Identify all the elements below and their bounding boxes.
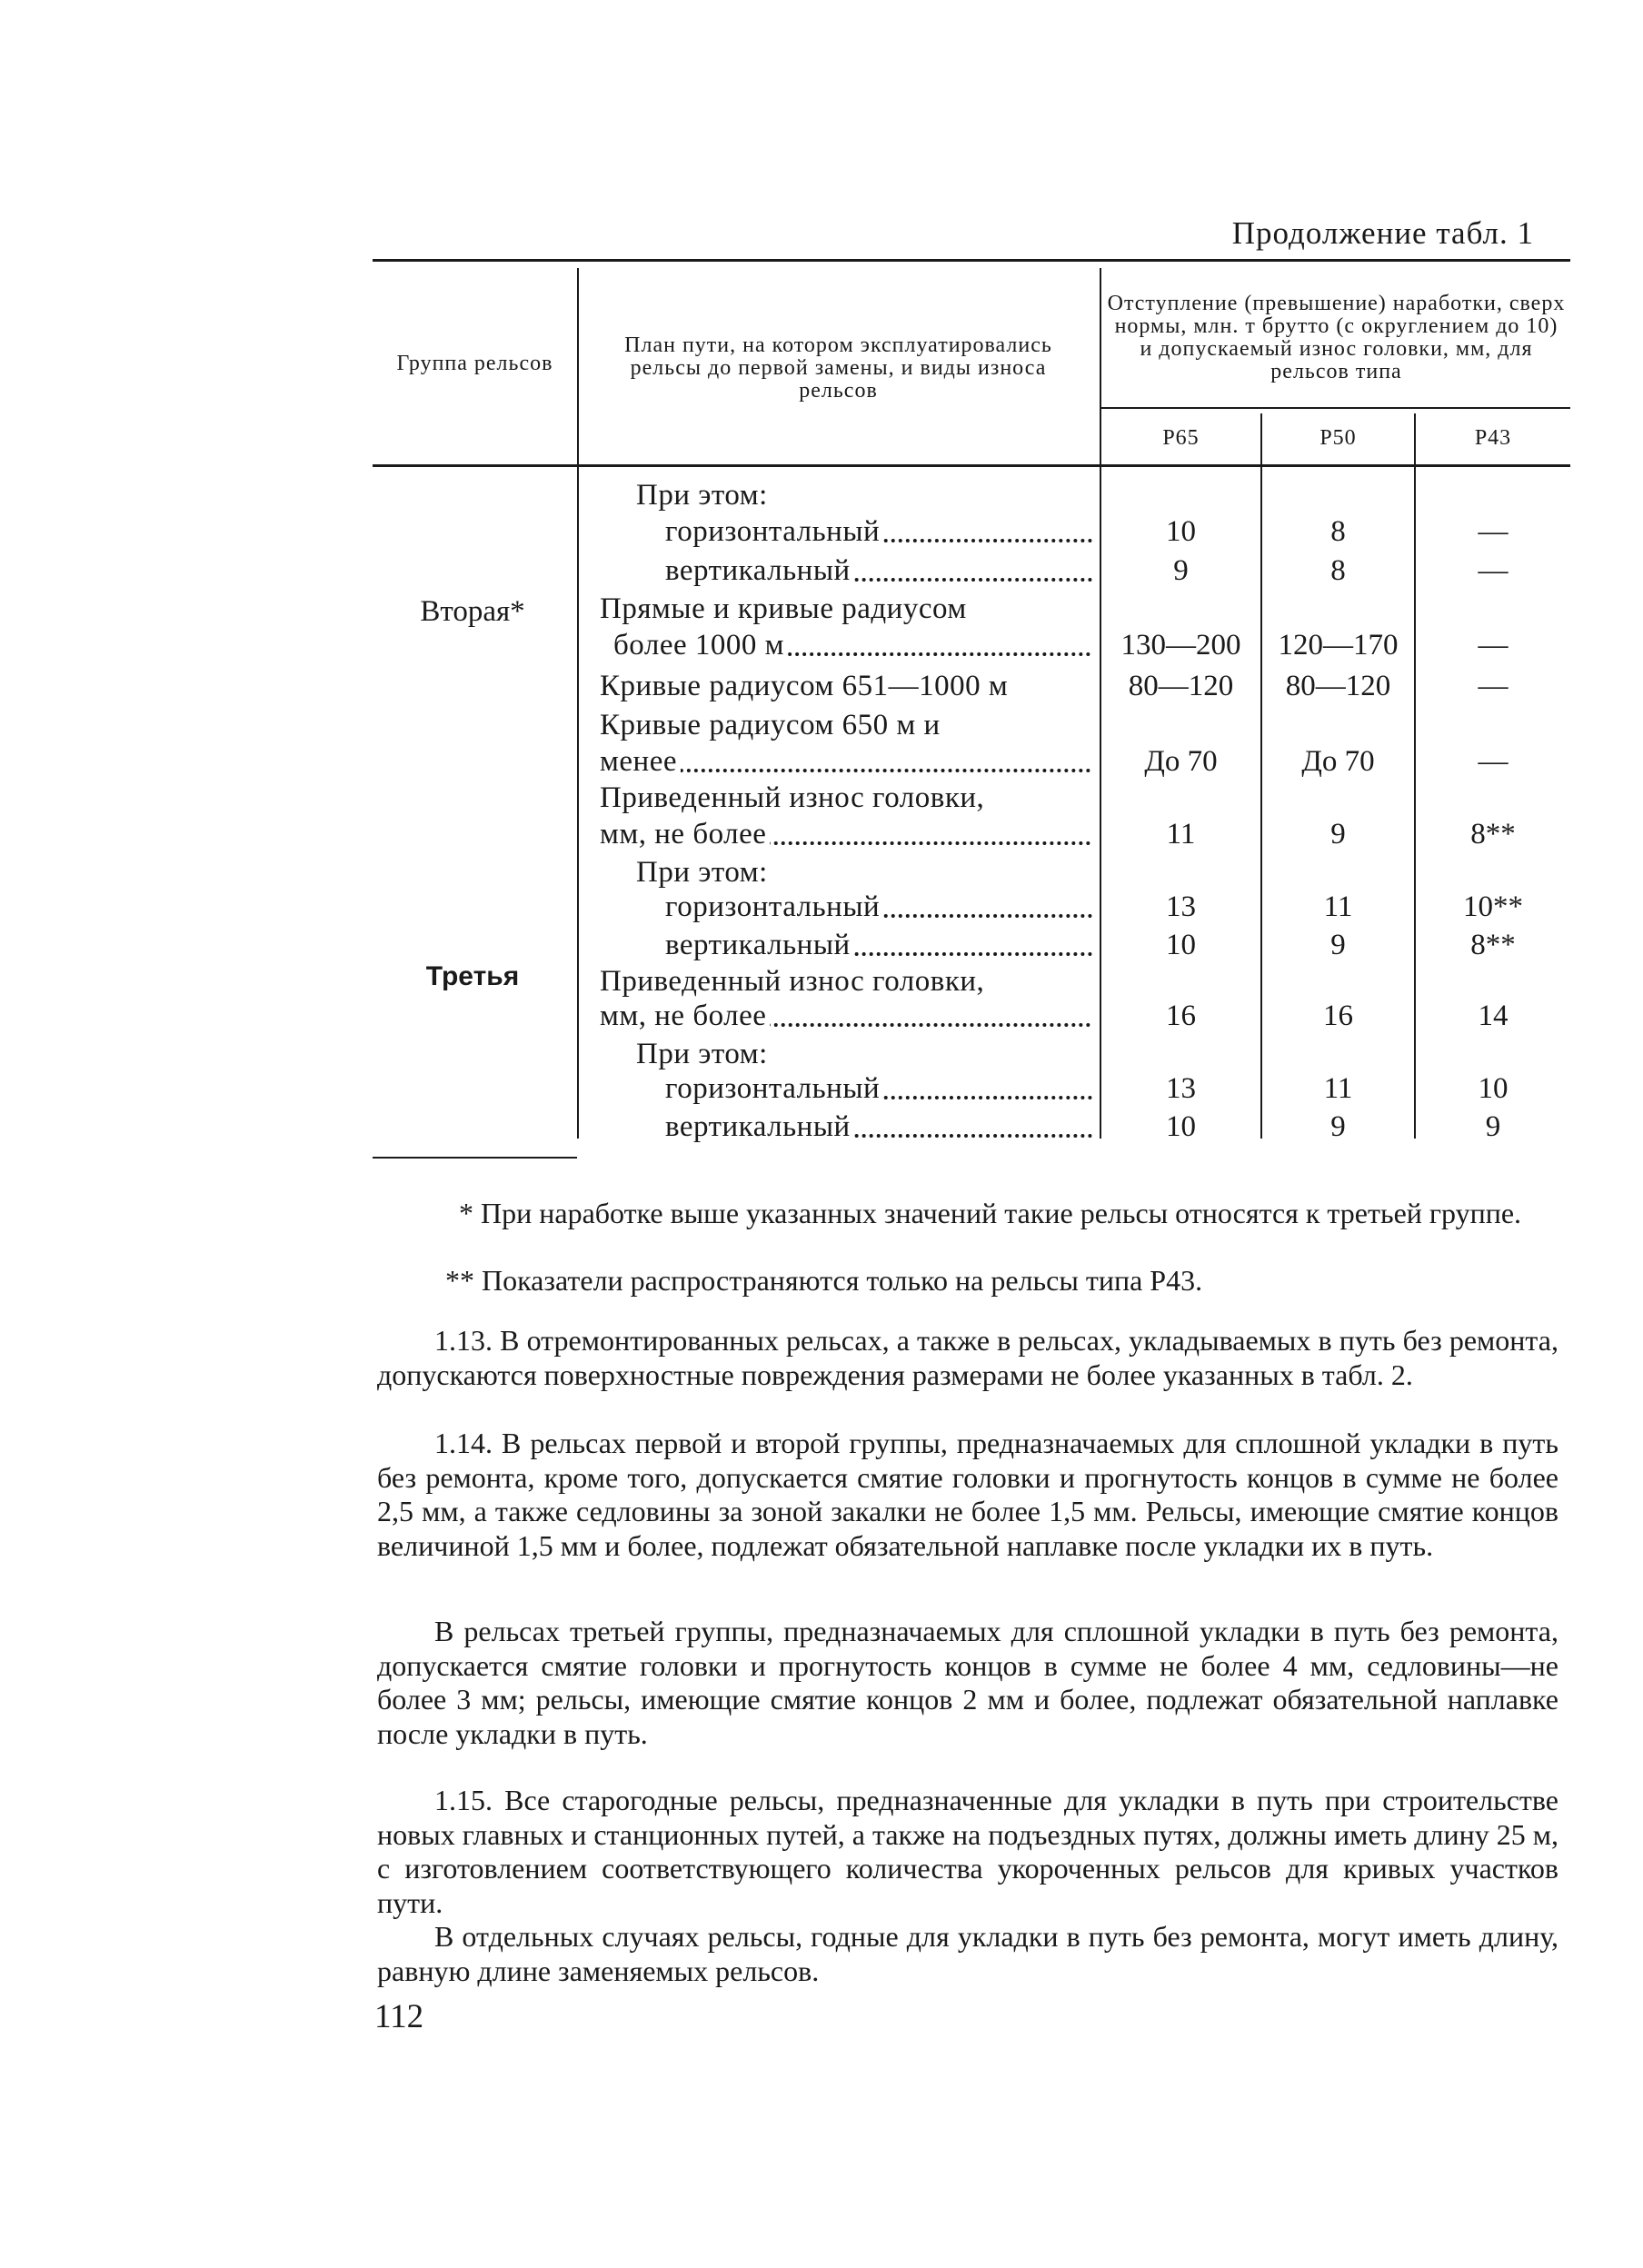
row-label: вертикальный (665, 927, 1092, 963)
table-bottom-rule (373, 1157, 577, 1159)
header-type-r43: Р43 (1474, 426, 1512, 450)
cell-value: 10 (1166, 929, 1196, 961)
row-label: Приведенный износ головки, (600, 780, 1095, 816)
types-rule (1100, 407, 1570, 409)
cell-value: — (1478, 554, 1509, 587)
row-label: горизонтальный (665, 1070, 1092, 1107)
row-label: При этом: (636, 1036, 1090, 1072)
paragraph: В рельсах третьей группы, предназначаемых для сплошной укладки в путь без ремонта, допускается смятие головки и прогнутость концов в сумме не более 4 мм, седловины—не более 3 мм; рельсы, имеющие смятие концов 2 мм и более, подлежат обязательной наплавке после укладки в путь. (377, 1615, 1558, 1750)
table-top-rule (373, 259, 1570, 262)
cell-value: 8** (1470, 929, 1516, 961)
row-label: Кривые радиусом 650 м и (600, 707, 1090, 743)
group-label: Вторая* (420, 595, 525, 628)
cell-value: 11 (1166, 818, 1196, 850)
cell-value: 11 (1323, 1072, 1353, 1105)
cell-value: 80—120 (1285, 670, 1391, 702)
col-rule-1 (577, 268, 579, 1139)
cell-value: 10 (1166, 1110, 1196, 1143)
header-wear: Отступление (превышение) наработки, сверх нормы, млн. т брутто (с округлением до 10) и допускаемый износ головки, мм, для рельсов типа (1107, 292, 1566, 383)
header-group: Группа рельсов (396, 351, 553, 375)
wear-table (373, 259, 1570, 1159)
row-label: вертикальный (665, 552, 1092, 589)
header-plan: План пути, на котором эксплуатировались рельсы до первой замены, и виды износа рельсов (624, 333, 1052, 403)
header-type-r65: Р65 (1162, 426, 1200, 450)
cell-value: 14 (1478, 1000, 1509, 1032)
header-bottom-rule (373, 464, 1570, 467)
cell-value: 13 (1166, 1072, 1196, 1105)
group-label: Третья (425, 961, 520, 991)
cell-value: — (1478, 515, 1509, 548)
cell-value: 10 (1478, 1072, 1509, 1105)
row-label: горизонтальный (665, 513, 1092, 550)
footnote: * При наработке выше указанных значений такие рельсы относятся к третьей группе. (459, 1197, 1522, 1229)
row-label: более 1000 м (613, 627, 1090, 663)
header-type-r50: Р50 (1319, 426, 1357, 450)
table-caption: Продолжение табл. 1 (1231, 215, 1534, 251)
cell-value: 13 (1166, 890, 1196, 923)
cell-value: 8 (1330, 554, 1346, 587)
cell-value: — (1478, 629, 1509, 662)
paragraph: 1.15. Все старогодные рельсы, предназначенные для укладки в путь при строительстве новых главных и станционных путей, а также на подъездных путях, должны иметь длину 25 м, с изготовлением соответствующего количества укороченных рельсов для кривых участков пути. (377, 1784, 1558, 1919)
row-label: мм, не более (600, 998, 1090, 1034)
cell-value: 16 (1166, 1000, 1196, 1032)
cell-value: 11 (1323, 890, 1353, 923)
paragraph: В отдельных случаях рельсы, годные для укладки в путь без ремонта, могут иметь длину, равную длине заменяемых рельсов. (377, 1920, 1558, 1987)
row-label: Прямые и кривые радиусом (600, 591, 1090, 627)
row-label: вертикальный (665, 1109, 1092, 1145)
cell-value: 80—120 (1128, 670, 1234, 702)
cell-value: 10 (1166, 515, 1196, 548)
row-label: Кривые радиусом 651—1000 м (600, 668, 1095, 704)
cell-value: 8 (1330, 515, 1346, 548)
cell-value: 9 (1330, 1110, 1346, 1143)
cell-value: До 70 (1144, 745, 1218, 778)
cell-value: 9 (1173, 554, 1189, 587)
cell-value: 9 (1330, 818, 1346, 850)
row-label: При этом: (636, 854, 1090, 890)
cell-value: — (1478, 745, 1509, 778)
cell-value: 120—170 (1278, 629, 1399, 662)
cell-value: — (1478, 670, 1509, 702)
row-label: мм, не более (600, 816, 1090, 852)
row-label: горизонтальный (665, 889, 1092, 925)
paragraph: 1.13. В отремонтированных рельсах, а также в рельсах, укладываемых в путь без ремонта, допускаются поверхностные повреждения размерами не более указанных в табл. 2. (377, 1324, 1558, 1391)
row-label: менее (600, 743, 1090, 780)
footnote: ** Показатели распространяются только на рельсы типа Р43. (445, 1264, 1203, 1297)
cell-value: 10** (1463, 890, 1523, 923)
page-number: 112 (374, 1998, 424, 2035)
cell-value: До 70 (1301, 745, 1375, 778)
cell-value: 9 (1485, 1110, 1501, 1143)
cell-value: 16 (1323, 1000, 1353, 1032)
paragraph: 1.14. В рельсах первой и второй группы, предназначаемых для сплошной укладки в путь без ремонта, кроме того, допускается смятие головки и прогнутость концов в сумме не более 2,5 мм, а также седловины за зоной закалки не более 1,5 мм. Рельсы, имеющие смятие концов величиной 1,5 мм и более, подлежат обязательной наплавке после укладки их в путь. (377, 1427, 1558, 1562)
cell-value: 8** (1470, 818, 1516, 850)
cell-value: 9 (1330, 929, 1346, 961)
row-label: При этом: (636, 477, 1090, 513)
cell-value: 130—200 (1120, 629, 1241, 662)
row-label: Приведенный износ головки, (600, 963, 1095, 1000)
